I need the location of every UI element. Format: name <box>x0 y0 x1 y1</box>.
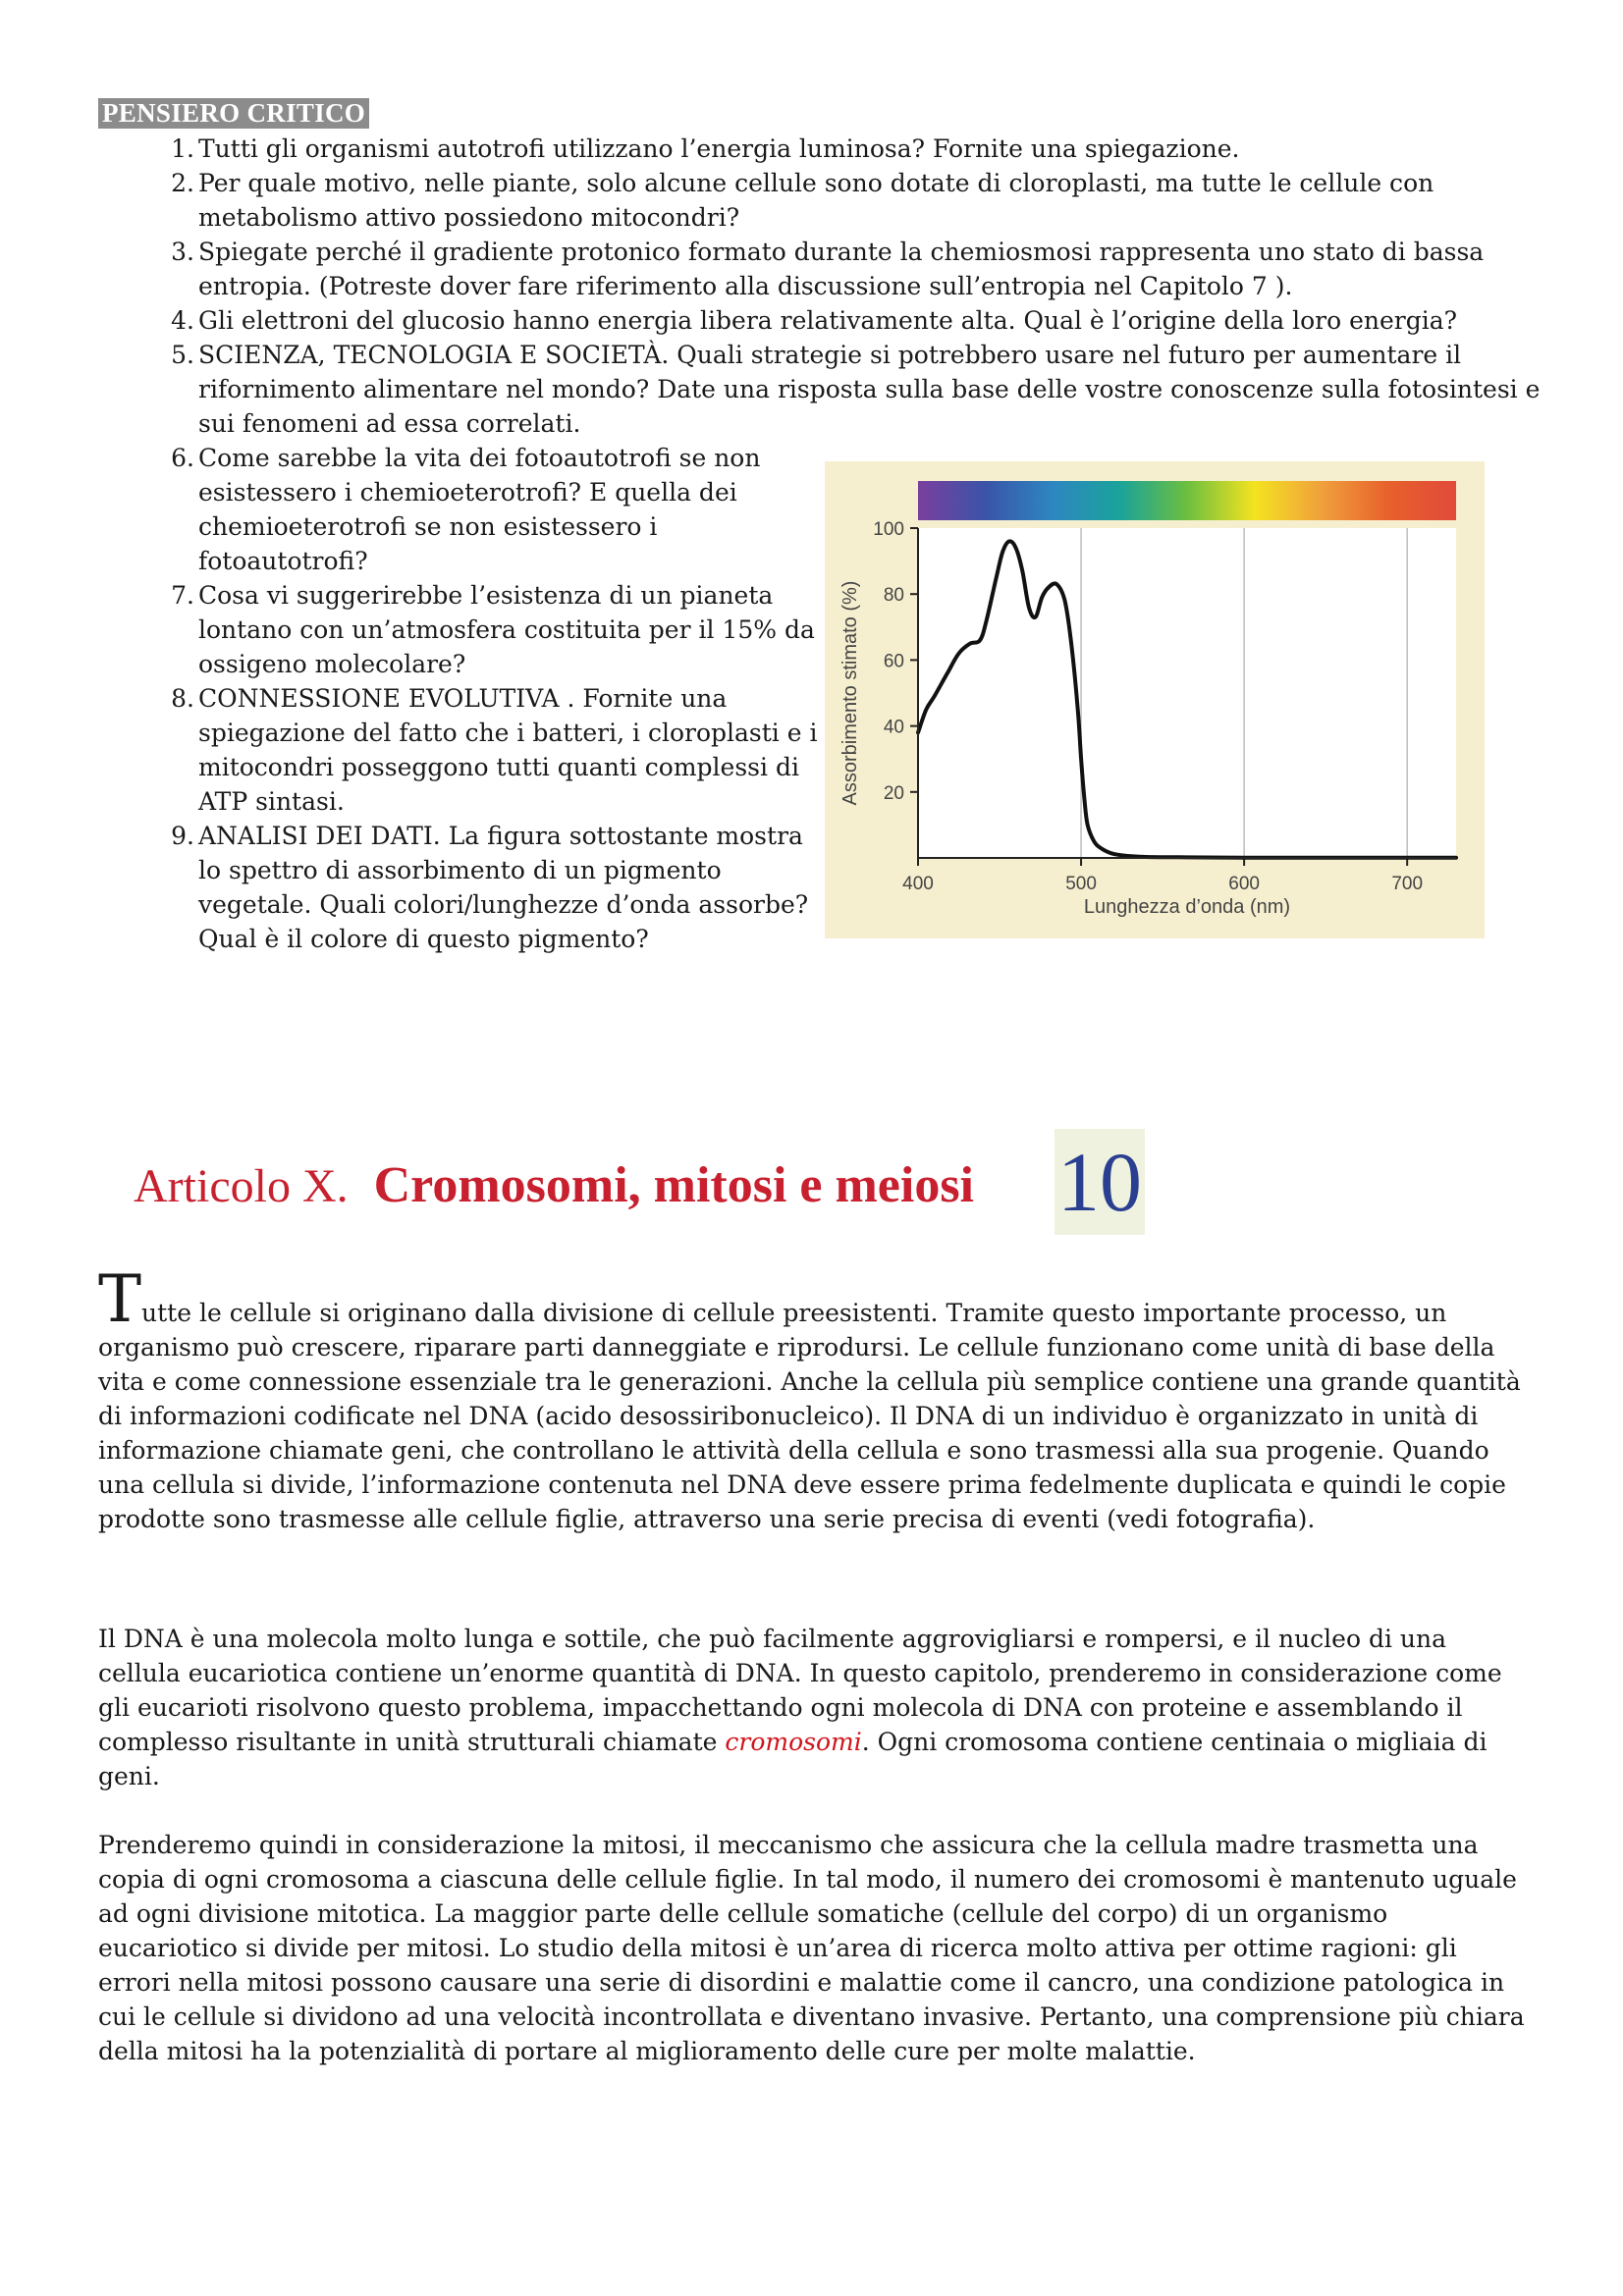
question-item: 5. SCIENZA, TECNOLOGIA E SOCIETÀ. Quali strategie si potrebbero usare nel futuro per aumentare il rifornimento alimentare nel mondo? Date una risposta sulla base delle vostre conoscenze sulla fotosintesi e sui fenomeni ad essa correlati. <box>171 341 1541 438</box>
plot-area <box>918 528 1456 858</box>
question-item: 9. ANALISI DEI DATI. La figura sottostante mostra lo spettro di assorbimento di un pigmento vegetale. Quali colori/lunghezze d’onda assorbe? Qual è il colore di questo pigmento? <box>171 822 809 953</box>
question-text: SCIENZA, TECNOLOGIA E SOCIETÀ. Quali strategie si potrebbero usare nel futuro per aumentare il rifornimento alimentare nel mondo? Date una risposta sulla base delle vostre conoscenze sulla fotosintesi e sui fenomeni ad essa correlati. <box>198 341 1541 438</box>
x-tick-label: 500 <box>1065 874 1097 894</box>
question-item: 8. CONNESSIONE EVOLUTIVA . Fornite una spiegazione del fatto che i batteri, i cloroplasti e i mitocondri posseggono tutti quanti complessi di ATP sintasi. <box>171 684 818 816</box>
question-text: Gli elettroni del glucosio hanno energia libera relativamente alta. Qual è l’origine della loro energia? <box>198 306 1458 335</box>
chapter-title <box>134 1156 974 1214</box>
question-text: Tutti gli organismi autotrofi utilizzano l’energia luminosa? Fornite una spiegazione. <box>198 134 1240 163</box>
y-axis-label: Assorbimento stimato (%) <box>839 580 861 806</box>
question-item: 4. Gli elettroni del glucosio hanno energia libera relativamente alta. Qual è l’origine della loro energia? <box>171 306 1458 335</box>
y-tick-label: 40 <box>883 717 904 738</box>
paragraph-dna <box>98 1622 1532 1793</box>
question-item: 1. Tutti gli organismi autotrofi utilizzano l’energia luminosa? Fornite una spiegazione. <box>171 134 1240 163</box>
y-tick-label: 20 <box>883 782 904 804</box>
paragraph-text: Prenderemo quindi in considerazione la mitosi, il meccanismo che assicura che la cellula madre trasmetta una copia di ogni cromosoma a ciascuna delle cellule figlie. In tal modo, il numero dei cromosomi è mantenuto uguale ad ogni divisione mitotica. La maggior parte delle cellule somatiche (cellule del corpo) di un organismo eucariotico si divide per mitosi. Lo studio della mitosi è un’area di ricerca molto attiva per ottime ragioni: gli errori nella mitosi possono causare una serie di disordini e malattie come il cancro, una condizione patologica in cui le cellule si dividono ad una velocità incontrollata e diventano invasive. Pertanto, una comprensione più chiara della mitosi ha la potenzialità di portare al miglioramento delle cure per molte malattie. <box>98 1831 1525 2065</box>
question-text: Come sarebbe la vita dei fotoautotrofi se non esistessero i chemioeterotrofi? E quella dei chemioeterotrofi se non esistessero i fotoautotrofi? <box>198 444 761 575</box>
paragraph-mitosis <box>98 1828 1532 2068</box>
absorption-spectrum-chart <box>825 461 1485 938</box>
chapter-prefix: Articolo X. <box>134 1160 349 1212</box>
question-item: 3. Spiegate perché il gradiente protonico formato durante la chemiosmosi rappresenta uno stato di bassa entropia. (Potreste dover fare riferimento alla discussione sull’entropia nel Capitolo 7 ). <box>171 238 1485 300</box>
x-axis-label: Lunghezza d’onda (nm) <box>1083 896 1291 918</box>
spectrum-bar <box>918 481 1456 520</box>
absorption-spectrum-figure <box>825 461 1485 938</box>
drop-cap: T <box>98 1261 142 1337</box>
x-tick-label: 400 <box>902 874 934 894</box>
question-text: CONNESSIONE EVOLUTIVA . Fornite una spiegazione del fatto che i batteri, i cloroplasti e i mitocondri posseggono tutti quanti complessi di ATP sintasi. <box>198 684 818 816</box>
x-tick-label: 600 <box>1228 874 1260 894</box>
y-tick-label: 100 <box>873 519 904 540</box>
chapter-name: Cromosomi, mitosi e meiosi <box>373 1157 975 1213</box>
question-text: Per quale motivo, nelle piante, solo alcune cellule sono dotate di cloroplasti, ma tutte le cellule con metabolismo attivo possiedono mitocondri? <box>198 169 1434 232</box>
chapter-number: 10 <box>1055 1129 1145 1235</box>
x-tick-label: 700 <box>1391 874 1424 894</box>
question-item: 6. Come sarebbe la vita dei fotoautotrofi se non esistessero i chemioeterotrofi? E quella dei chemioeterotrofi se non esistessero i fotoautotrofi? <box>171 444 761 575</box>
paragraph-intro <box>98 1261 1532 1536</box>
critical-thinking-heading: PENSIERO CRITICO <box>98 98 369 129</box>
y-tick-label: 60 <box>883 651 904 672</box>
y-tick-label: 80 <box>883 585 904 607</box>
question-item: 2. Per quale motivo, nelle piante, solo alcune cellule sono dotate di cloroplasti, ma tutte le cellule con metabolismo attivo possiedono mitocondri? <box>171 169 1434 232</box>
question-text: Cosa vi suggerirebbe l’esistenza di un pianeta lontano con un’atmosfera costituita per il 15% da ossigeno molecolare? <box>198 581 815 678</box>
paragraph-text: utte le cellule si originano dalla divisione di cellule preesistenti. Tramite questo importante processo, un organismo può crescere, riparare parti danneggiate e riprodursi. Le cellule funzionano come unità di base della vita e come connessione essenziale tra le generazioni. Anche la cellula più semplice contiene una grande quantità di informazioni codificate nel DNA (acido desossiribonucleico). Il DNA di un individuo è organizzato in unità di informazione chiamate geni, che controllano le attività della cellula e sono trasmessi alla sua progenie. Quando una cellula si divide, l’informazione contenuta nel DNA deve essere prima fedelmente duplicata e quindi le copie prodotte sono trasmesse alle cellule figlie, attraverso una serie precisa di eventi (vedi fotografia). <box>98 1299 1521 1533</box>
paragraph-text: . Ogni cromosoma contiene centinaia o migliaia di geni. <box>98 1728 1488 1790</box>
question-item: 7. Cosa vi suggerirebbe l’esistenza di un pianeta lontano con un’atmosfera costituita per il 15% da ossigeno molecolare? <box>171 581 815 678</box>
question-text: Spiegate perché il gradiente protonico formato durante la chemiosmosi rappresenta uno stato di bassa entropia. (Potreste dover fare riferimento alla discussione sull’entropia nel Capitolo 7 ). <box>198 238 1485 300</box>
highlighted-term: cromosomi <box>725 1728 862 1756</box>
paragraph-text: Il DNA è una molecola molto lunga e sottile, che può facilmente aggrovigliarsi e rompersi, e il nucleo di una cellula eucariotica contiene un’enorme quantità di DNA. In questo capitolo, prenderemo in considerazione come gli eucarioti risolvono questo problema, impacchettando ogni molecola di DNA con proteine e assemblando il complesso risultante in unità strutturali chiamate <box>98 1625 1502 1756</box>
question-text: ANALISI DEI DATI. La figura sottostante mostra lo spettro di assorbimento di un pigmento vegetale. Quali colori/lunghezze d’onda assorbe? Qual è il colore di questo pigmento? <box>198 822 809 953</box>
